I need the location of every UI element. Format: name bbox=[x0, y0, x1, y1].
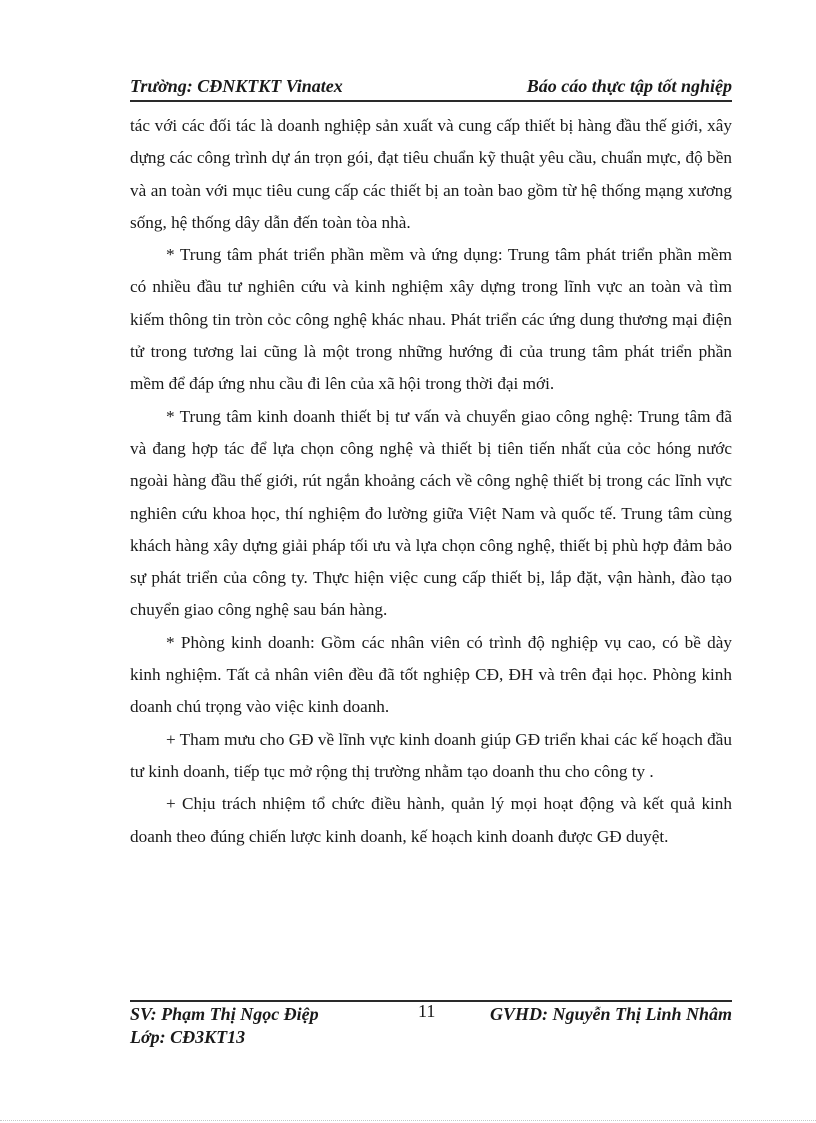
body-text bbox=[130, 110, 732, 853]
footer-student: SV: Phạm Thị Ngọc Điệp bbox=[130, 1004, 319, 1024]
paragraph-advisory-duty: + Tham mưu cho GĐ về lĩnh vực kinh doanh giúp GĐ triển khai các kế hoạch đầu tư kinh doanh, tiếp tục mở rộng thị trường nhằm tạo doanh thu cho công ty . bbox=[130, 729, 732, 781]
footer-advisor: GVHD: Nguyễn Thị Linh Nhâm bbox=[489, 1004, 732, 1024]
page-bottom-edge bbox=[0, 1120, 816, 1121]
paragraph-software-center: * Trung tâm phát triển phần mềm và ứng dụng: Trung tâm phát triển phần mềm có nhiều đầu tư nghiên cứu và kinh nghiệm xây dựng trong lĩnh vực an toàn và tìm kiếm thông tin tròn cỏc công nghệ khác nhau. Phát triển các ứng dung thương mại điện tử trong tương lai cũng là một trong những hướng đi của trung tâm phát triển phần mềm để đáp ứng nhu cầu đi lên của xã hội trong thời đại mới. bbox=[130, 245, 732, 394]
footer-class: Lớp: CĐ3KT13 bbox=[130, 1027, 246, 1047]
paragraph-management-duty: + Chịu trách nhiệm tổ chức điều hành, quản lý mọi hoạt động và kết quả kinh doanh theo đúng chiến lược kinh doanh, kế hoạch kinh doanh được GĐ duyệt. bbox=[130, 794, 732, 846]
paragraph-equipment-center: * Trung tâm kinh doanh thiết bị tư vấn và chuyển giao công nghệ: Trung tâm đã và đang hợp tác để lựa chọn công nghệ và thiết bị tiên tiến nhất của cỏc hóng nước ngoài hàng đầu thế giới, rút ngắn khoảng cách về công nghệ thiết bị trong các lĩnh vực nghiên cứu khoa học, thí nghiệm đo lường giữa Việt Nam và quốc tế. Trung tâm cùng khách hàng xây dựng giải pháp tối ưu và lựa chọn công nghệ, thiết bị phù hợp đảm bảo sự phát triển của công ty. Thực hiện việc cung cấp thiết bị, lắp đặt, vận hành, đào tạo chuyển giao công nghệ sau bán hàng. bbox=[130, 406, 732, 620]
paragraph-sales-department: * Phòng kinh doanh: Gồm các nhân viên có trình độ nghiệp vụ cao, có bề dày kinh nghiệm. Tất cả nhân viên đều đã tốt nghiệp CĐ, ĐH và trên đại học. Phòng kinh doanh chú trọng vào việc kinh doanh. bbox=[130, 632, 732, 717]
header-report-title: Báo cáo thực tập tốt nghiệp bbox=[526, 76, 732, 96]
paragraph-continuation: tác với các đối tác là doanh nghiệp sản xuất và cung cấp thiết bị hàng đầu thế giới, xây dựng các công trình dự án trọn gói, đạt tiêu chuẩn kỹ thuật yêu cầu, chuẩn mực, độ bền và an toàn với mục tiêu cung cấp các thiết bị an toàn bao gồm từ hệ thống mạng xương sống, hệ thống dây dẫn đến toàn tòa nhà. bbox=[130, 116, 732, 232]
page-number: 11 bbox=[418, 1001, 436, 1021]
page-header bbox=[130, 74, 732, 102]
header-school: Trường: CĐNKTKT Vinatex bbox=[130, 76, 343, 96]
